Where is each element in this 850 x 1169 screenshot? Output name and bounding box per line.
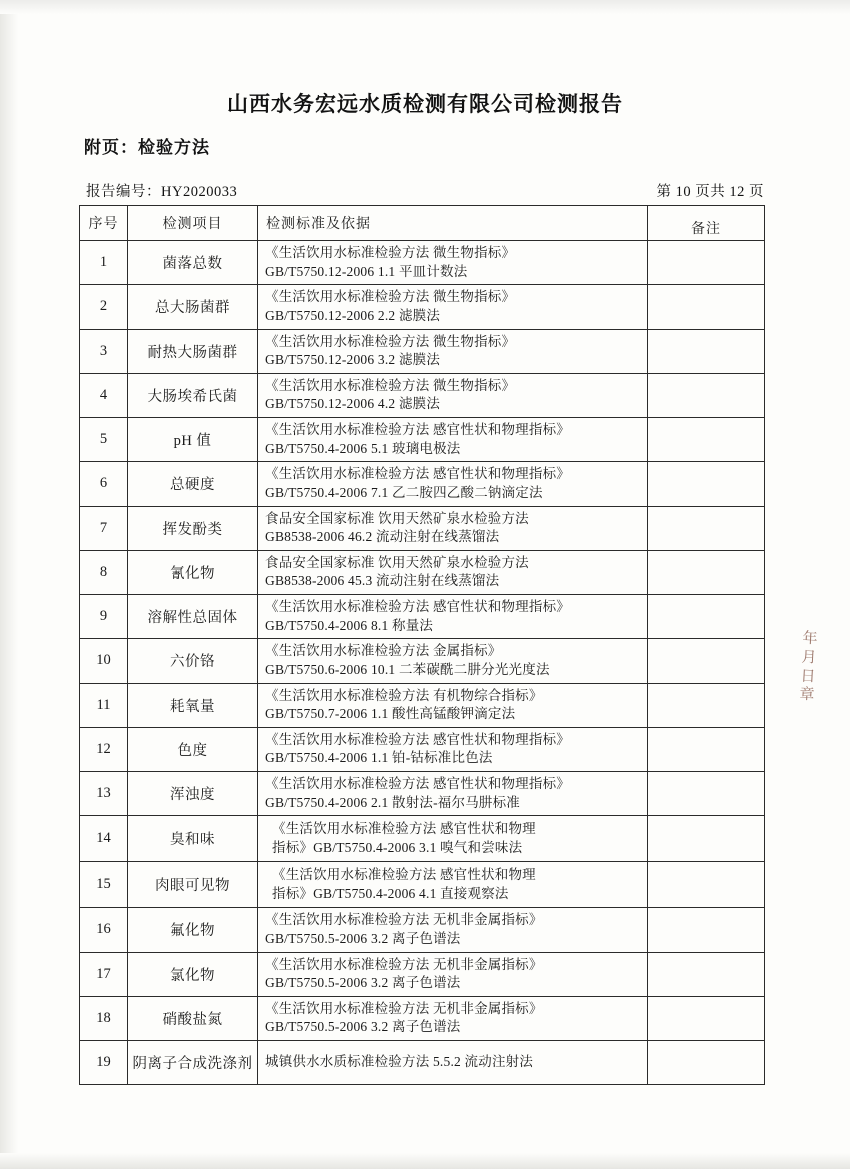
cell-remark: [648, 816, 765, 862]
table-body: [80, 241, 765, 1085]
standard-line-2: GB/T5750.12-2006 1.1 平皿计数法: [265, 263, 468, 279]
cell-remark: [648, 862, 765, 908]
cell-item: 色度: [128, 727, 258, 771]
standard-line-1: 城镇供水水质标准检验方法 5.5.2 流动注射法: [265, 1054, 534, 1070]
cell-standard: [258, 418, 648, 462]
standard-line-1: 《生活饮用水标准检验方法 感官性状和物理指标》: [265, 422, 570, 437]
cell-item: 阴离子合成洗涤剂: [128, 1041, 258, 1085]
header-remark: 备注: [648, 206, 765, 241]
table-row: [80, 772, 765, 816]
standard-line-1: 《生活饮用水标准检验方法 微生物指标》: [265, 377, 516, 393]
cell-standard: [258, 373, 648, 417]
scan-edge-left: [0, 0, 18, 1169]
cell-item: 菌落总数: [128, 241, 258, 285]
standard-line-2: GB/T5750.12-2006 2.2 滤膜法: [265, 307, 441, 323]
standard-line-1: 《生活饮用水标准检验方法 感官性状和物理: [272, 821, 536, 837]
cell-item: 耗氧量: [128, 683, 258, 727]
cell-standard: [258, 595, 648, 639]
standard-line-2: GB/T5750.6-2006 10.1 二苯碳酰二肼分光光度法: [265, 661, 550, 677]
header-no: 序号: [80, 206, 128, 241]
standard-line-2: GB/T5750.4-2006 1.1 铂-钴标准比色法: [265, 750, 493, 766]
header-standard: 检测标准及依据: [258, 206, 648, 241]
cell-remark: [648, 1041, 765, 1085]
header-item: 检测项目: [128, 206, 258, 241]
cell-standard: [258, 727, 648, 771]
scan-edge-top: [0, 0, 850, 14]
standard-line-2: GB/T5750.5-2006 3.2 离子色谱法: [265, 975, 461, 991]
cell-item: 总硬度: [128, 462, 258, 506]
cell-standard: [258, 908, 648, 952]
standard-line-1: 《生活饮用水标准检验方法 感官性状和物理: [272, 867, 536, 883]
cell-standard: [258, 639, 648, 683]
table-row: [80, 1041, 765, 1085]
report-meta: [86, 180, 764, 201]
table-row: [80, 550, 765, 594]
cell-item: 溶解性总固体: [128, 595, 258, 639]
cell-item: 六价铬: [128, 639, 258, 683]
cell-no: 14: [80, 816, 128, 862]
standard-line-1: 《生活饮用水标准检验方法 微生物指标》: [265, 333, 516, 349]
table-row: [80, 639, 765, 683]
cell-no: 13: [80, 772, 128, 816]
standard-line-1: 食品安全国家标准 饮用天然矿泉水检验方法: [265, 510, 529, 526]
cell-standard: [258, 506, 648, 550]
table-row: [80, 727, 765, 771]
cell-item: 大肠埃希氏菌: [128, 373, 258, 417]
cell-item: pH 值: [128, 418, 258, 462]
cell-no: 1: [80, 241, 128, 285]
cell-item: 挥发酚类: [128, 506, 258, 550]
cell-standard: [258, 862, 648, 908]
cell-remark: [648, 506, 765, 550]
table-row: [80, 329, 765, 373]
cell-remark: [648, 241, 765, 285]
cell-no: 16: [80, 908, 128, 952]
cell-item: 肉眼可见物: [128, 862, 258, 908]
scan-edge-bottom: [0, 1153, 850, 1169]
cell-remark: [648, 329, 765, 373]
standard-line-2: GB/T5750.7-2006 1.1 酸性高锰酸钾滴定法: [265, 706, 516, 722]
cell-no: 9: [80, 595, 128, 639]
methods-table: [79, 205, 765, 1085]
standard-line-2: 指标》GB/T5750.4-2006 4.1 直接观察法: [272, 885, 509, 901]
standard-line-2: GB/T5750.4-2006 8.1 称量法: [265, 617, 434, 633]
page-title: 山西水务宏远水质检测有限公司检测报告: [227, 92, 623, 116]
standard-line-2: GB8538-2006 46.2 流动注射在线蒸馏法: [265, 529, 500, 545]
cell-remark: [648, 462, 765, 506]
standard-line-1: 《生活饮用水标准检验方法 微生物指标》: [265, 245, 516, 260]
cell-no: 10: [80, 639, 128, 683]
cell-no: 11: [80, 683, 128, 727]
table-row: [80, 908, 765, 952]
cell-standard: [258, 285, 648, 329]
cell-item: 总大肠菌群: [128, 285, 258, 329]
cell-no: 18: [80, 996, 128, 1040]
standard-line-1: 《生活饮用水标准检验方法 感官性状和物理指标》: [265, 776, 570, 791]
cell-remark: [648, 595, 765, 639]
cell-remark: [648, 639, 765, 683]
margin-handwriting: [783, 629, 832, 761]
table-row: [80, 241, 765, 285]
standard-line-1: 《生活饮用水标准检验方法 感官性状和物理指标》: [265, 599, 570, 614]
cell-item: 氟化物: [128, 908, 258, 952]
cell-item: 氯化物: [128, 952, 258, 996]
table-row: [80, 595, 765, 639]
standard-line-2: 指标》GB/T5750.4-2006 3.1 嗅气和尝味法: [272, 839, 523, 855]
standard-line-1: 《生活饮用水标准检验方法 感官性状和物理指标》: [265, 731, 570, 747]
standard-line-2: GB/T5750.5-2006 3.2 离子色谱法: [265, 930, 461, 946]
cell-remark: [648, 727, 765, 771]
cell-no: 6: [80, 462, 128, 506]
report-number: 报告编号：HY2020033: [86, 184, 238, 200]
cell-no: 12: [80, 727, 128, 771]
cell-item: 浑浊度: [128, 772, 258, 816]
cell-no: 5: [80, 418, 128, 462]
table-header: [80, 206, 765, 241]
cell-no: 7: [80, 506, 128, 550]
cell-remark: [648, 683, 765, 727]
standard-line-1: 《生活饮用水标准检验方法 无机非金属指标》: [265, 1000, 543, 1016]
cell-standard: [258, 550, 648, 594]
standard-line-1: 《生活饮用水标准检验方法 有机物综合指标》: [265, 687, 543, 703]
table-row: [80, 996, 765, 1040]
cell-remark: [648, 772, 765, 816]
margin-mark: 日: [800, 668, 816, 685]
cell-remark: [648, 550, 765, 594]
cell-remark: [648, 285, 765, 329]
cell-standard: [258, 241, 648, 285]
table-row: [80, 816, 765, 862]
cell-remark: [648, 996, 765, 1040]
standard-line-2: GB/T5750.4-2006 5.1 玻璃电极法: [265, 440, 461, 456]
cell-no: 8: [80, 550, 128, 594]
cell-item: 耐热大肠菌群: [128, 329, 258, 373]
table-row: [80, 683, 765, 727]
cell-no: 17: [80, 952, 128, 996]
cell-no: 19: [80, 1041, 128, 1085]
table-row: [80, 952, 765, 996]
cell-item: 臭和味: [128, 816, 258, 862]
cell-no: 3: [80, 329, 128, 373]
table-row: [80, 506, 765, 550]
cell-no: 15: [80, 862, 128, 908]
margin-mark: 月: [801, 649, 817, 667]
cell-standard: [258, 772, 648, 816]
table-row: [80, 373, 765, 417]
standard-line-1: 食品安全国家标准 饮用天然矿泉水检验方法: [265, 554, 529, 570]
page-number: 第 10 页共 12 页: [656, 184, 764, 200]
standard-line-2: GB/T5750.12-2006 3.2 滤膜法: [265, 352, 441, 368]
cell-no: 2: [80, 285, 128, 329]
margin-mark: 章: [799, 686, 815, 704]
standard-line-2: GB/T5750.4-2006 2.1 散射法-福尔马肼标准: [265, 794, 520, 810]
appendix-subtitle: 附页：检验方法: [84, 138, 210, 157]
cell-standard: [258, 952, 648, 996]
table-row: [80, 418, 765, 462]
cell-remark: [648, 418, 765, 462]
standard-line-1: 《生活饮用水标准检验方法 无机非金属指标》: [265, 956, 543, 972]
standard-line-1: 《生活饮用水标准检验方法 感官性状和物理指标》: [265, 466, 570, 482]
standard-line-2: GB/T5750.12-2006 4.2 滤膜法: [265, 396, 441, 412]
cell-standard: [258, 462, 648, 506]
standard-line-2: GB/T5750.4-2006 7.1 乙二胺四乙酸二钠滴定法: [265, 484, 543, 500]
cell-standard: [258, 1041, 648, 1085]
table-row: [80, 285, 765, 329]
table-row: [80, 862, 765, 908]
standard-line-1: 《生活饮用水标准检验方法 金属指标》: [265, 643, 502, 659]
cell-remark: [648, 952, 765, 996]
cell-standard: [258, 996, 648, 1040]
cell-item: 氰化物: [128, 550, 258, 594]
cell-standard: [258, 816, 648, 862]
cell-remark: [648, 908, 765, 952]
cell-standard: [258, 329, 648, 373]
standard-line-2: GB/T5750.5-2006 3.2 离子色谱法: [265, 1019, 461, 1035]
cell-remark: [648, 373, 765, 417]
standard-line-1: 《生活饮用水标准检验方法 微生物指标》: [265, 289, 516, 305]
standard-line-2: GB8538-2006 45.3 流动注射在线蒸馏法: [265, 573, 500, 589]
cell-standard: [258, 683, 648, 727]
cell-no: 4: [80, 373, 128, 417]
standard-line-1: 《生活饮用水标准检验方法 无机非金属指标》: [265, 912, 543, 928]
margin-mark: 年: [802, 630, 818, 648]
cell-item: 硝酸盐氮: [128, 996, 258, 1040]
table-row: [80, 462, 765, 506]
